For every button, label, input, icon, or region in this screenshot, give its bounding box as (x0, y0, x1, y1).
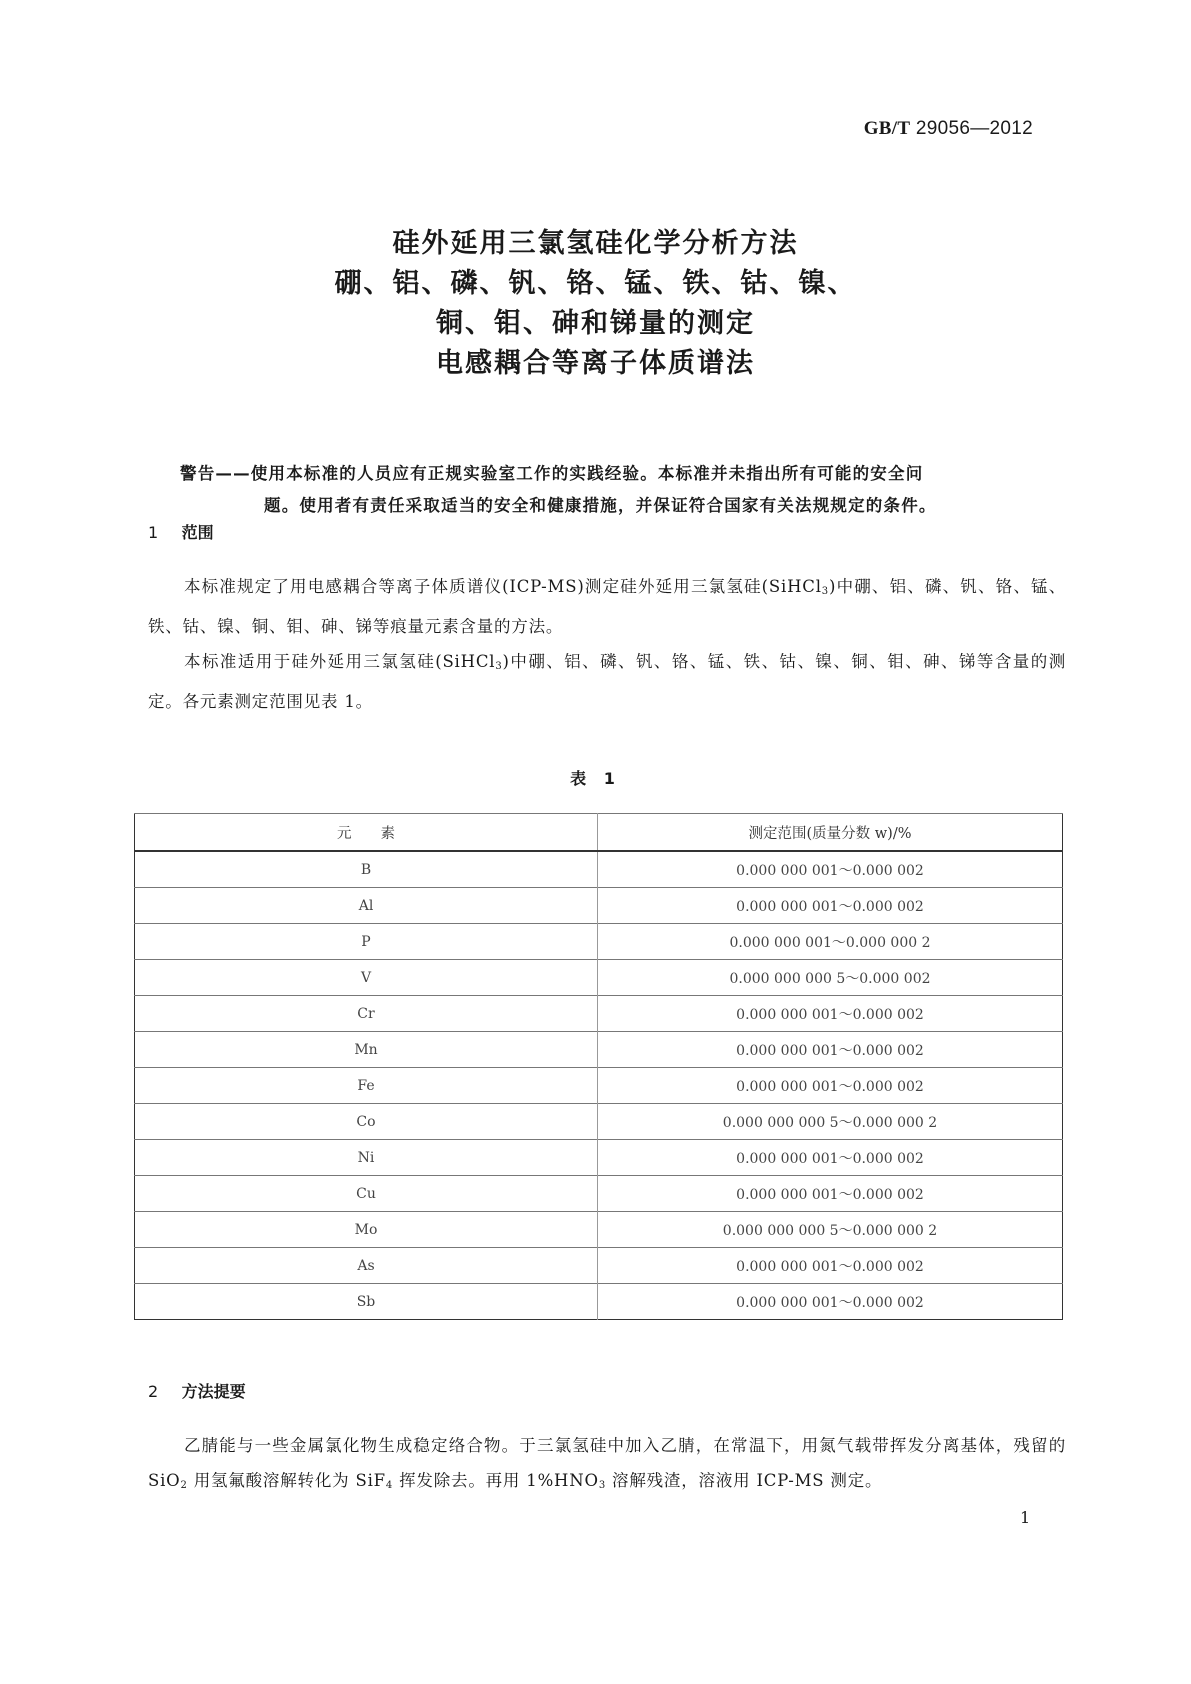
table-row (135, 1212, 1063, 1248)
range-cell: 0.000 000 001～0.000 000 2 (598, 924, 1063, 960)
element-cell: Mo (135, 1212, 598, 1248)
text: )中硼、铝、磷、钒、铬、锰、铁、钴、镍、铜、钼、砷、锑等痕量元素含量的方法。 (148, 577, 1066, 636)
element-cell: Cr (135, 996, 598, 1032)
range-cell: 0.000 000 001～0.000 002 (598, 1068, 1063, 1104)
text: 本标准适用于硅外延用三氯氢硅(SiHCl (184, 652, 496, 671)
title-line-1: 硅外延用三氯氢硅化学分析方法 (392, 228, 799, 259)
range-cell: 0.000 000 001～0.000 002 (598, 1032, 1063, 1068)
element-cell: Co (135, 1104, 598, 1140)
subscript: 3 (495, 661, 503, 672)
range-cell: 0.000 000 000 5～0.000 000 2 (598, 1104, 1063, 1140)
page-number: 1 (1020, 1508, 1031, 1527)
range-cell: 0.000 000 000 5～0.000 002 (598, 960, 1063, 996)
table-row (135, 996, 1063, 1032)
warning-line-2: 题。使用者有责任采取适当的安全和健康措施，并保证符合国家有关法规规定的条件。 (264, 496, 937, 515)
table-row (135, 1176, 1063, 1212)
standard-number: 29056—2012 (915, 118, 1033, 139)
scope-paragraph-2 (148, 644, 1066, 719)
subscript: 3 (821, 586, 829, 597)
table-header-row (135, 814, 1063, 852)
table-row (135, 851, 1063, 888)
table-row (135, 960, 1063, 996)
element-range-table (134, 813, 1063, 1320)
table-row (135, 1104, 1063, 1140)
table-row (135, 1140, 1063, 1176)
section-1-number: 1 (148, 523, 159, 542)
table-caption: 表 1 (570, 769, 621, 788)
range-cell: 0.000 000 001～0.000 002 (598, 851, 1063, 888)
table-row (135, 1032, 1063, 1068)
section-1-body (148, 569, 1066, 719)
range-cell: 0.000 000 000 5～0.000 000 2 (598, 1212, 1063, 1248)
title-line-4: 电感耦合等离子体质谱法 (436, 348, 755, 379)
range-cell: 0.000 000 001～0.000 002 (598, 1248, 1063, 1284)
element-cell: B (135, 851, 598, 888)
section-1-title: 范围 (181, 523, 214, 542)
text: )中硼、铝、磷、钒、铬、锰、铁、钴、镍、铜、钼、砷、锑等含量的测定。各元素测定范围见表 1。 (148, 652, 1066, 711)
document-title (0, 224, 1191, 384)
subscript: 3 (598, 1480, 606, 1491)
section-2-body (148, 1428, 1066, 1503)
section-1-heading (148, 520, 214, 543)
warning-line-1: 警告——使用本标准的人员应有正规实验室工作的实践经验。本标准并未指出所有可能的安全问 (180, 464, 924, 483)
title-line-2: 硼、铝、磷、钒、铬、锰、铁、钴、镍、 (334, 268, 857, 299)
element-cell: Fe (135, 1068, 598, 1104)
text: 挥发除去。再用 1%HNO (393, 1471, 599, 1490)
table-row (135, 924, 1063, 960)
subscript: 4 (385, 1480, 394, 1491)
section-2-title: 方法提要 (181, 1382, 246, 1401)
text: 溶解残渣，溶液用 ICP-MS 测定。 (605, 1471, 883, 1490)
range-cell: 0.000 000 001～0.000 002 (598, 996, 1063, 1032)
range-cell: 0.000 000 001～0.000 002 (598, 1284, 1063, 1320)
element-cell: P (135, 924, 598, 960)
table-row (135, 1284, 1063, 1320)
element-cell: Sb (135, 1284, 598, 1320)
section-2-number: 2 (148, 1382, 159, 1401)
element-cell: Ni (135, 1140, 598, 1176)
element-cell: As (135, 1248, 598, 1284)
subscript: 2 (180, 1480, 188, 1491)
section-2-heading (148, 1379, 246, 1402)
table-row (135, 1068, 1063, 1104)
method-summary-paragraph (148, 1428, 1066, 1503)
scope-paragraph-1 (148, 569, 1066, 644)
title-line-3: 铜、钼、砷和锑量的测定 (436, 308, 755, 339)
text: 本标准规定了用电感耦合等离子体质谱仪(ICP-MS)测定硅外延用三氯氢硅(SiHCl (184, 577, 822, 596)
standard-prefix: GB/T (863, 118, 911, 139)
range-cell: 0.000 000 001～0.000 002 (598, 888, 1063, 924)
text: 乙腈能与一些金属氯化物生成稳定络合物。于三氯氢硅中加入乙腈，在常温下，用氮气载带挥发分离基体，残留的 SiO (148, 1436, 1066, 1490)
range-cell: 0.000 000 001～0.000 002 (598, 1176, 1063, 1212)
header-element: 元 素 (135, 814, 598, 852)
table-row (135, 888, 1063, 924)
element-cell: Al (135, 888, 598, 924)
element-cell: V (135, 960, 598, 996)
header-range: 测定范围(质量分数 w)/% (598, 814, 1063, 852)
range-cell: 0.000 000 001～0.000 002 (598, 1140, 1063, 1176)
element-cell: Cu (135, 1176, 598, 1212)
table-row (135, 1248, 1063, 1284)
warning-notice (180, 458, 1075, 522)
text: 用氢氟酸溶解转化为 SiF (187, 1471, 386, 1490)
standard-code (864, 118, 1033, 140)
element-cell: Mn (135, 1032, 598, 1068)
